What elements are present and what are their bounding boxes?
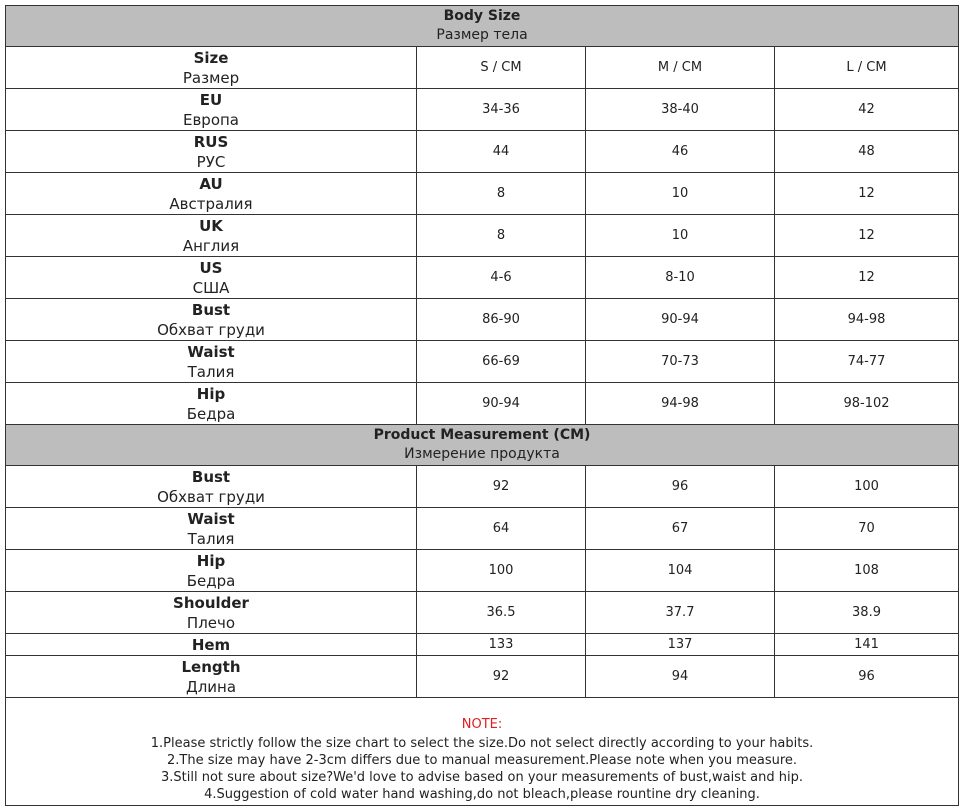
row-label-en: Bust (191, 467, 231, 486)
row-label-ru: США (192, 278, 230, 297)
row-label-ru: Европа (182, 110, 239, 129)
row-label-en: Hip (196, 384, 226, 403)
size-label-en: Size (193, 48, 229, 67)
row-label-cell (6, 89, 417, 131)
table-row (6, 550, 959, 592)
row-label-ru: Талия (187, 529, 235, 548)
size-label-cell (6, 47, 417, 89)
row-label-en: Shoulder (173, 593, 249, 612)
column-header-l: L / CM (775, 47, 959, 89)
table-row (6, 592, 959, 634)
note-title: NOTE: (461, 717, 503, 732)
table-row (6, 341, 959, 383)
row-label-ru: Обхват груди (157, 320, 265, 339)
table-row (6, 634, 959, 656)
size-label-ru: Размер (182, 68, 240, 87)
table-row (6, 89, 959, 131)
cell-s: 34-36 (417, 89, 586, 131)
row-label-cell (6, 173, 417, 215)
table-row (6, 466, 959, 508)
product-section-header (6, 425, 959, 466)
row-label-cell (6, 341, 417, 383)
cell-s: 100 (417, 550, 586, 592)
row-label-en: US (199, 258, 223, 277)
row-label-cell (6, 508, 417, 550)
row-label-cell (6, 215, 417, 257)
cell-s: 8 (417, 215, 586, 257)
cell-m: 70-73 (586, 341, 775, 383)
cell-s: 90-94 (417, 383, 586, 425)
row-label-en: Hem (191, 635, 231, 654)
cell-s: 4-6 (417, 257, 586, 299)
cell-m: 10 (586, 173, 775, 215)
cell-s: 133 (417, 634, 586, 656)
note-line: 2.The size may have 2-3cm differs due to manual measurement.Please note when you measure. (166, 753, 798, 768)
row-label-cell (6, 257, 417, 299)
row-label-cell (6, 656, 417, 698)
table-row (6, 299, 959, 341)
row-label-en: Length (181, 657, 241, 676)
row-label-ru: Длина (185, 677, 237, 696)
cell-l: 98-102 (775, 383, 959, 425)
column-header-m: M / CM (586, 47, 775, 89)
table-row (6, 508, 959, 550)
cell-l: 12 (775, 173, 959, 215)
table-row (6, 215, 959, 257)
row-label-ru: Талия (187, 362, 235, 381)
row-label-cell (6, 592, 417, 634)
table-row (6, 257, 959, 299)
cell-m: 96 (586, 466, 775, 508)
cell-m: 90-94 (586, 299, 775, 341)
cell-s: 86-90 (417, 299, 586, 341)
cell-l: 12 (775, 215, 959, 257)
cell-s: 8 (417, 173, 586, 215)
table-row (6, 131, 959, 173)
cell-s: 66-69 (417, 341, 586, 383)
cell-s: 64 (417, 508, 586, 550)
row-label-ru: Бедра (186, 404, 236, 423)
cell-s: 92 (417, 656, 586, 698)
cell-l: 74-77 (775, 341, 959, 383)
cell-m: 37.7 (586, 592, 775, 634)
cell-l: 70 (775, 508, 959, 550)
table-row (6, 656, 959, 698)
section-header-cell (6, 425, 959, 466)
cell-m: 10 (586, 215, 775, 257)
cell-l: 96 (775, 656, 959, 698)
size-header-row (6, 47, 959, 89)
row-label-en: UK (199, 216, 223, 235)
product-subtitle: Измерение продукта (404, 446, 560, 462)
body-size-title: Body Size (443, 8, 521, 24)
row-label-ru: Австралия (169, 194, 253, 213)
row-label-en: Hip (196, 551, 226, 570)
body-size-subtitle: Размер тела (436, 27, 528, 43)
product-title: Product Measurement (CM) (373, 427, 591, 443)
row-label-cell (6, 466, 417, 508)
row-label-en: EU (199, 90, 223, 109)
cell-l: 12 (775, 257, 959, 299)
note-cell (6, 698, 959, 806)
body-size-section-header (6, 6, 959, 47)
table-row (6, 173, 959, 215)
note-row (6, 698, 959, 806)
cell-m: 46 (586, 131, 775, 173)
cell-m: 104 (586, 550, 775, 592)
row-label-en: Bust (191, 300, 231, 319)
size-chart-table (5, 5, 959, 806)
note-line: 4.Suggestion of cold water hand washing,do not bleach,please rountine dry cleaning. (204, 787, 760, 802)
row-label-cell (6, 299, 417, 341)
row-label-en: Waist (187, 342, 235, 361)
cell-l: 38.9 (775, 592, 959, 634)
cell-s: 36.5 (417, 592, 586, 634)
cell-m: 67 (586, 508, 775, 550)
cell-l: 100 (775, 466, 959, 508)
row-label-cell (6, 634, 417, 656)
cell-m: 8-10 (586, 257, 775, 299)
cell-s: 92 (417, 466, 586, 508)
cell-l: 108 (775, 550, 959, 592)
cell-s: 44 (417, 131, 586, 173)
cell-l: 42 (775, 89, 959, 131)
cell-m: 38-40 (586, 89, 775, 131)
row-label-ru: РУС (196, 152, 226, 171)
row-label-ru: Бедра (186, 571, 236, 590)
row-label-en: Waist (187, 509, 235, 528)
row-label-en: AU (199, 174, 223, 193)
row-label-ru: Плечо (186, 613, 236, 632)
row-label-cell (6, 131, 417, 173)
section-header-cell (6, 6, 959, 47)
cell-m: 94-98 (586, 383, 775, 425)
row-label-cell (6, 550, 417, 592)
cell-l: 141 (775, 634, 959, 656)
row-label-en: RUS (193, 132, 229, 151)
cell-l: 48 (775, 131, 959, 173)
table-row (6, 383, 959, 425)
row-label-ru: Англия (182, 236, 240, 255)
row-label-cell (6, 383, 417, 425)
note-line: 1.Please strictly follow the size chart to select the size.Do not select directly according to your habits. (150, 736, 814, 751)
note-line: 3.Still not sure about size?We'd love to advise based on your measurements of bust,waist and hip. (161, 770, 804, 785)
column-header-s: S / CM (417, 47, 586, 89)
cell-m: 94 (586, 656, 775, 698)
row-label-ru: Обхват груди (157, 487, 265, 506)
cell-m: 137 (586, 634, 775, 656)
cell-l: 94-98 (775, 299, 959, 341)
